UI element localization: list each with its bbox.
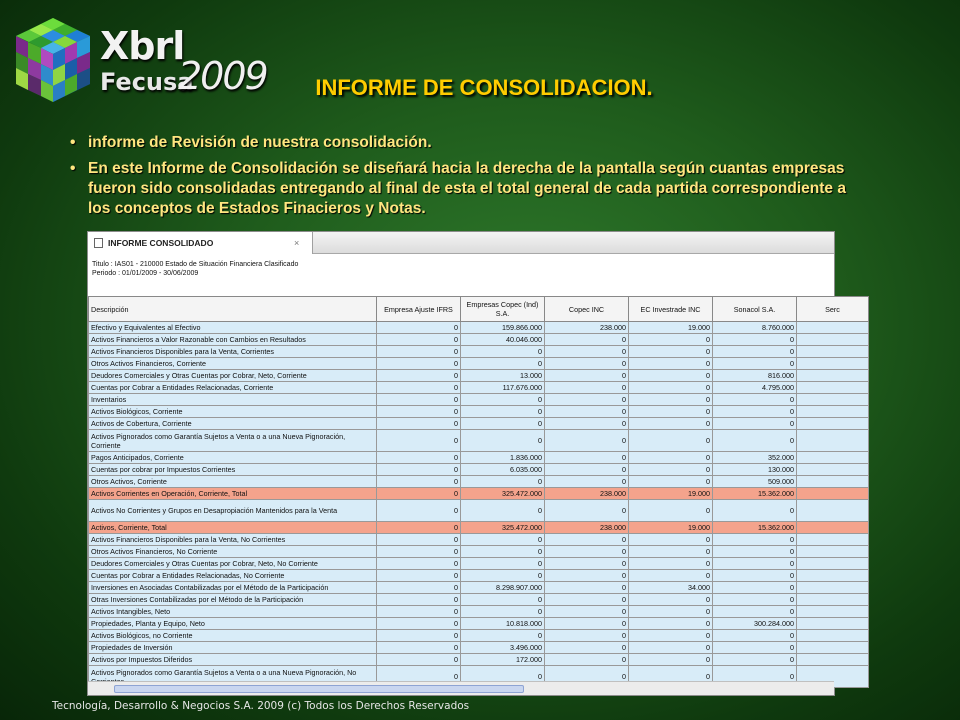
row-value: 0: [377, 382, 461, 394]
row-value: 0: [377, 358, 461, 370]
row-value: 0: [377, 430, 461, 452]
row-value: 0: [545, 500, 629, 522]
row-value: 0: [629, 382, 713, 394]
bullet-list: [70, 133, 860, 225]
table-row[interactable]: [89, 570, 869, 582]
row-value: 0: [713, 570, 797, 582]
row-value: 34.000: [629, 582, 713, 594]
table-row[interactable]: [89, 358, 869, 370]
row-value: 0: [629, 630, 713, 642]
row-value: 0: [377, 334, 461, 346]
table-row[interactable]: [89, 606, 869, 618]
row-value: 816.000: [713, 370, 797, 382]
column-header[interactable]: Serc: [797, 297, 869, 322]
logo-brand: Xbrl: [100, 24, 185, 68]
row-value: 19.000: [629, 488, 713, 500]
row-value: 0: [629, 464, 713, 476]
row-value: 0: [545, 358, 629, 370]
row-value: 15.362.000: [713, 522, 797, 534]
row-value: 6.035.000: [461, 464, 545, 476]
row-value: 0: [461, 500, 545, 522]
row-value: [797, 322, 869, 334]
row-value: 0: [629, 594, 713, 606]
row-value: 0: [629, 346, 713, 358]
table-row[interactable]: [89, 630, 869, 642]
row-value: 238.000: [545, 522, 629, 534]
row-value: 0: [629, 406, 713, 418]
row-value: 509.000: [713, 476, 797, 488]
row-value: [797, 430, 869, 452]
row-value: [797, 334, 869, 346]
row-value: [797, 476, 869, 488]
row-value: 0: [461, 430, 545, 452]
table-header-row: [89, 297, 869, 322]
row-value: 0: [377, 642, 461, 654]
row-value: [797, 358, 869, 370]
row-value: 0: [545, 430, 629, 452]
row-value: 0: [545, 630, 629, 642]
row-description: Inversiones en Asociadas Contabilizadas por el Método de la Participación: [89, 582, 377, 594]
row-value: 0: [629, 558, 713, 570]
row-value: 0: [545, 334, 629, 346]
row-value: 0: [629, 334, 713, 346]
row-value: 0: [713, 642, 797, 654]
row-value: [797, 654, 869, 666]
table-row[interactable]: [89, 534, 869, 546]
slide-title: INFORME DE CONSOLIDACION.: [315, 75, 653, 100]
row-value: 0: [629, 666, 713, 688]
row-value: 0: [545, 452, 629, 464]
table-row[interactable]: [89, 430, 869, 452]
row-value: [797, 464, 869, 476]
row-value: 0: [629, 606, 713, 618]
row-value: [797, 452, 869, 464]
row-value: 0: [461, 406, 545, 418]
row-value: 0: [545, 370, 629, 382]
row-value: 325.472.000: [461, 522, 545, 534]
row-value: 0: [545, 654, 629, 666]
row-value: 325.472.000: [461, 488, 545, 500]
row-value: 0: [377, 606, 461, 618]
row-value: 172.000: [461, 654, 545, 666]
column-header[interactable]: Descripción: [89, 297, 377, 322]
row-value: 0: [377, 406, 461, 418]
row-description: Otros Activos, Corriente: [89, 476, 377, 488]
table-row[interactable]: [89, 346, 869, 358]
row-value: 0: [545, 594, 629, 606]
row-description: Activos Intangibles, Neto: [89, 606, 377, 618]
row-description: Cuentas por Cobrar a Entidades Relacionadas, Corriente: [89, 382, 377, 394]
row-value: 0: [461, 534, 545, 546]
column-header[interactable]: EC Investrade INC: [629, 297, 713, 322]
row-value: 0: [377, 546, 461, 558]
row-value: 0: [461, 394, 545, 406]
row-value: 0: [713, 346, 797, 358]
row-description: Activos Pignorados como Garantía Sujetos a Venta o a una Nueva Pignoración, Corriente: [89, 430, 377, 452]
table-row[interactable]: [89, 582, 869, 594]
row-value: 0: [713, 546, 797, 558]
row-value: 0: [629, 430, 713, 452]
row-value: 238.000: [545, 488, 629, 500]
row-value: 0: [713, 654, 797, 666]
row-value: 0: [629, 570, 713, 582]
bullet-item: • En este Informe de Consolidación se diseñará hacia la derecha de la pantalla según cuantas empresas fueron sido consolidadas entregando al final de esta el total general de cada partida correspondiente a los conceptos de Estados Finacieros y Notas.: [70, 159, 860, 219]
table-row[interactable]: [89, 618, 869, 630]
row-description: Propiedades de Inversión: [89, 642, 377, 654]
row-value: 0: [629, 358, 713, 370]
row-value: 0: [713, 334, 797, 346]
row-value: 0: [545, 394, 629, 406]
row-value: [797, 618, 869, 630]
row-value: 0: [713, 594, 797, 606]
table-row[interactable]: [89, 522, 869, 534]
row-value: 0: [713, 606, 797, 618]
table-row[interactable]: [89, 476, 869, 488]
row-value: 238.000: [545, 322, 629, 334]
row-description: Otras Inversiones Contabilizadas por el Método de la Participación: [89, 594, 377, 606]
horizontal-scrollbar[interactable]: [88, 681, 834, 695]
row-value: 0: [461, 358, 545, 370]
row-value: 0: [377, 630, 461, 642]
row-description: Efectivo y Equivalentes al Efectivo: [89, 322, 377, 334]
row-value: [797, 546, 869, 558]
table-row[interactable]: [89, 334, 869, 346]
row-value: 0: [377, 618, 461, 630]
row-description: Activos Biológicos, no Corriente: [89, 630, 377, 642]
row-value: 19.000: [629, 322, 713, 334]
tab-informe-consolidado[interactable]: [88, 232, 313, 254]
row-value: 0: [377, 666, 461, 688]
consolidation-table: [88, 296, 869, 688]
row-value: 0: [545, 346, 629, 358]
row-value: 0: [461, 558, 545, 570]
row-value: 0: [629, 476, 713, 488]
row-value: [797, 534, 869, 546]
row-value: 352.000: [713, 452, 797, 464]
row-value: 0: [461, 476, 545, 488]
row-description: Inventarios: [89, 394, 377, 406]
row-value: 0: [629, 370, 713, 382]
tab-bar: [88, 232, 834, 254]
row-description: Activos por Impuestos Diferidos: [89, 654, 377, 666]
row-value: 0: [461, 346, 545, 358]
row-value: 0: [545, 418, 629, 430]
row-value: 0: [629, 534, 713, 546]
row-value: [797, 642, 869, 654]
table-row[interactable]: [89, 452, 869, 464]
row-value: 300.284.000: [713, 618, 797, 630]
row-value: [797, 500, 869, 522]
row-value: 0: [461, 594, 545, 606]
row-value: 0: [461, 630, 545, 642]
row-value: [797, 488, 869, 500]
row-value: 0: [713, 666, 797, 688]
row-description: Deudores Comerciales y Otras Cuentas por Cobrar, Neto, Corriente: [89, 370, 377, 382]
row-value: 0: [377, 476, 461, 488]
row-value: 0: [461, 546, 545, 558]
row-description: Activos, Corriente, Total: [89, 522, 377, 534]
row-value: 0: [377, 558, 461, 570]
row-value: 0: [713, 358, 797, 370]
row-description: Activos Corrientes en Operación, Corriente, Total: [89, 488, 377, 500]
row-value: [797, 406, 869, 418]
row-value: 0: [545, 406, 629, 418]
row-description: Activos Pignorados como Garantía Sujetos a Venta o a una Nueva Pignoración, No: [89, 666, 377, 688]
table-row[interactable]: [89, 382, 869, 394]
row-value: 3.496.000: [461, 642, 545, 654]
row-value: [797, 630, 869, 642]
table-body: [89, 322, 869, 688]
table-row[interactable]: [89, 418, 869, 430]
row-value: 0: [545, 382, 629, 394]
row-value: 19.000: [629, 522, 713, 534]
table-row[interactable]: [89, 406, 869, 418]
row-description: Activos Biológicos, Corriente: [89, 406, 377, 418]
table-row[interactable]: [89, 642, 869, 654]
close-icon[interactable]: ×: [294, 238, 300, 248]
report-window: [87, 231, 840, 696]
row-value: 0: [545, 546, 629, 558]
row-value: 0: [377, 570, 461, 582]
row-value: 0: [713, 394, 797, 406]
row-value: 0: [713, 430, 797, 452]
report-info: [88, 254, 834, 296]
column-header[interactable]: Copec INC: [545, 297, 629, 322]
row-value: 15.362.000: [713, 488, 797, 500]
row-value: 0: [545, 666, 629, 688]
table-row[interactable]: [89, 546, 869, 558]
footer-copyright: Tecnología, Desarrollo & Negocios S.A. 2009 (c) Todos los Derechos Reservados: [52, 700, 470, 712]
row-value: 0: [545, 570, 629, 582]
row-value: 0: [461, 606, 545, 618]
row-value: 0: [545, 476, 629, 488]
row-value: 0: [377, 488, 461, 500]
row-value: 13.000: [461, 370, 545, 382]
row-value: [797, 394, 869, 406]
row-value: 0: [377, 654, 461, 666]
table-row[interactable]: [89, 654, 869, 666]
row-value: 0: [377, 322, 461, 334]
table-row[interactable]: [89, 488, 869, 500]
row-value: 8.298.907.000: [461, 582, 545, 594]
row-value: 0: [377, 452, 461, 464]
logo-year: 2009: [178, 54, 267, 98]
row-value: 0: [377, 394, 461, 406]
row-value: 0: [713, 582, 797, 594]
row-value: 0: [713, 418, 797, 430]
row-value: 0: [713, 534, 797, 546]
row-value: 0: [713, 630, 797, 642]
column-header[interactable]: Sonacol S.A.: [713, 297, 797, 322]
row-value: [797, 606, 869, 618]
table-row[interactable]: [89, 500, 869, 522]
row-value: 0: [377, 370, 461, 382]
table-row[interactable]: [89, 322, 869, 334]
row-value: 0: [377, 418, 461, 430]
row-value: 8.760.000: [713, 322, 797, 334]
column-header[interactable]: Empresa Ajuste IFRS: [377, 297, 461, 322]
row-value: 0: [545, 464, 629, 476]
row-value: 130.000: [713, 464, 797, 476]
row-value: 0: [629, 418, 713, 430]
document-icon: [94, 238, 103, 248]
row-value: 0: [629, 654, 713, 666]
row-value: 159.866.000: [461, 322, 545, 334]
row-value: 0: [713, 406, 797, 418]
row-value: 0: [545, 534, 629, 546]
bullet-item: • informe de Revisión de nuestra consolidación.: [70, 133, 860, 153]
row-value: 10.818.000: [461, 618, 545, 630]
row-value: 0: [713, 558, 797, 570]
row-value: 0: [461, 418, 545, 430]
row-value: [797, 370, 869, 382]
column-header[interactable]: Empresas Copec (Ind) S.A.: [461, 297, 545, 322]
table-row[interactable]: [89, 464, 869, 476]
report-titulo: Titulo : IAS01 - 210000 Estado de Situación Financiera Clasificado: [92, 261, 299, 268]
row-value: 0: [629, 642, 713, 654]
row-value: 0: [629, 452, 713, 464]
row-value: 0: [713, 500, 797, 522]
row-value: 0: [377, 582, 461, 594]
row-description: Activos Financieros Disponibles para la Venta, Corrientes: [89, 346, 377, 358]
row-value: 0: [461, 570, 545, 582]
report-periodo: Periodo : 01/01/2009 - 30/06/2009: [92, 270, 199, 277]
table-row[interactable]: [89, 370, 869, 382]
table-row[interactable]: [89, 594, 869, 606]
table-row[interactable]: [89, 558, 869, 570]
row-description: Otros Activos Financieros, Corriente: [89, 358, 377, 370]
row-value: 0: [377, 522, 461, 534]
row-value: [797, 418, 869, 430]
row-value: 0: [545, 642, 629, 654]
row-description: Cuentas por cobrar por Impuestos Corrientes: [89, 464, 377, 476]
row-value: 0: [377, 500, 461, 522]
row-description: Activos Financieros a Valor Razonable con Cambios en Resultados: [89, 334, 377, 346]
row-value: 0: [629, 500, 713, 522]
row-value: 0: [629, 618, 713, 630]
row-value: 0: [377, 464, 461, 476]
row-value: 0: [545, 618, 629, 630]
row-value: [797, 522, 869, 534]
row-value: 0: [545, 606, 629, 618]
row-description: Propiedades, Planta y Equipo, Neto: [89, 618, 377, 630]
row-value: 0: [545, 582, 629, 594]
row-value: [797, 558, 869, 570]
row-value: 0: [545, 558, 629, 570]
row-value: 4.795.000: [713, 382, 797, 394]
row-description: Activos No Corrientes y Grupos en Desapropiación Mantenidos para la Venta: [89, 500, 377, 522]
row-value: 40.046.000: [461, 334, 545, 346]
row-value: [797, 570, 869, 582]
row-value: [797, 582, 869, 594]
logo-sub: Fecusa: [100, 68, 194, 96]
row-value: 1.836.000: [461, 452, 545, 464]
row-description: Activos de Cobertura, Corriente: [89, 418, 377, 430]
row-value: 0: [461, 666, 545, 688]
row-description: Activos Financieros Disponibles para la Venta, No Corrientes: [89, 534, 377, 546]
row-description: Otros Activos Financieros, No Corriente: [89, 546, 377, 558]
scrollbar-thumb[interactable]: [114, 685, 524, 693]
row-value: 0: [377, 534, 461, 546]
row-value: 0: [629, 546, 713, 558]
row-value: [797, 382, 869, 394]
tab-label: INFORME CONSOLIDADO: [108, 238, 214, 248]
row-value: 0: [377, 346, 461, 358]
row-value: [797, 594, 869, 606]
row-description: Cuentas por Cobrar a Entidades Relacionadas, No Corriente: [89, 570, 377, 582]
row-value: [797, 346, 869, 358]
row-value: 0: [377, 594, 461, 606]
row-value: 117.676.000: [461, 382, 545, 394]
row-description: Pagos Anticipados, Corriente: [89, 452, 377, 464]
table-row[interactable]: [89, 394, 869, 406]
row-description: Deudores Comerciales y Otras Cuentas por Cobrar, Neto, No Corriente: [89, 558, 377, 570]
row-value: 0: [629, 394, 713, 406]
